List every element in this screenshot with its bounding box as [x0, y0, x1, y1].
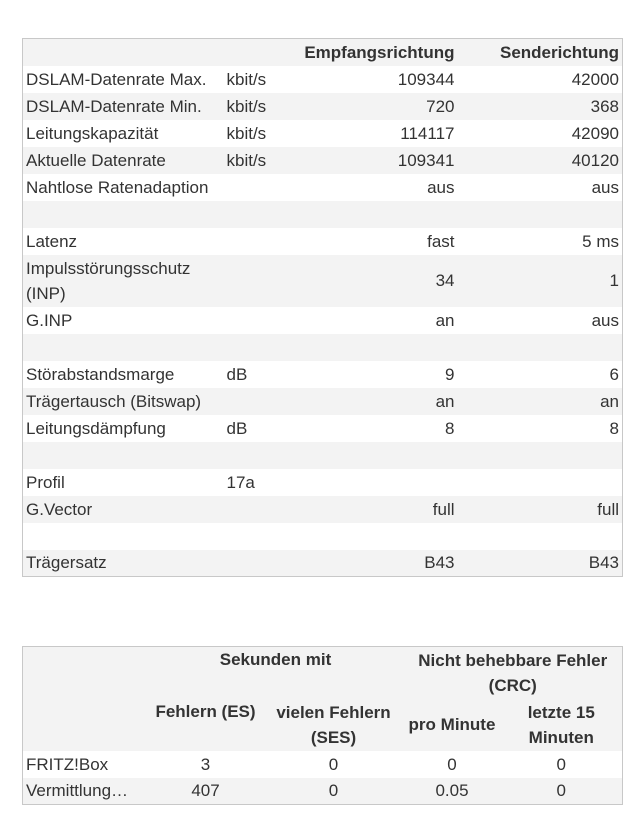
dsl-line-table — [22, 38, 623, 577]
row-per-minute: 0 — [447, 754, 457, 774]
row-label: Impulsstörungsschutz (INP) — [26, 258, 191, 303]
row-es: 3 — [200, 754, 211, 774]
row-unit — [224, 255, 299, 307]
table-row — [23, 361, 623, 388]
table-header-row — [23, 647, 623, 699]
table-header-row — [23, 39, 623, 66]
table-row — [23, 415, 623, 442]
row-upstream: B43 — [588, 553, 619, 573]
row-name: Vermittlung… — [26, 781, 129, 801]
row-upstream: 1 — [609, 271, 619, 290]
row-downstream: full — [432, 499, 455, 519]
row-downstream: fast — [427, 231, 455, 251]
table-row — [23, 66, 623, 93]
row-upstream: 40120 — [571, 150, 619, 170]
header-downstream: Empfangsrichtung — [304, 42, 455, 62]
table-row — [23, 469, 623, 496]
row-label: DSLAM-Datenrate Max. — [26, 69, 207, 89]
header-es: Fehlern (ES) — [155, 701, 256, 721]
row-label: Latenz — [26, 231, 78, 251]
row-last-15: 0 — [556, 781, 566, 801]
header-last-15-minutes: letzte 15 Minuten — [527, 702, 595, 747]
table-row — [23, 751, 623, 778]
row-es: 407 — [191, 781, 220, 801]
spacer-row — [23, 201, 623, 228]
header-crc-errors: Nicht behebbare Fehler (CRC) — [418, 650, 608, 695]
row-upstream: aus — [591, 177, 619, 197]
row-unit: kbit/s — [226, 150, 267, 170]
table-row — [23, 93, 623, 120]
header-ses: vielen Fehlern (SES) — [276, 702, 391, 747]
row-upstream: 5 ms — [582, 231, 619, 251]
row-ses: 0 — [328, 754, 339, 774]
table-row — [23, 307, 623, 334]
error-counter-table — [22, 646, 623, 805]
row-downstream: 8 — [445, 418, 455, 438]
row-upstream: 42000 — [571, 69, 619, 89]
header-seconds-with: Sekunden mit — [219, 650, 332, 669]
row-label: Störabstandsmarge — [26, 364, 175, 384]
row-unit: dB — [226, 418, 248, 438]
row-downstream: an — [435, 310, 455, 330]
row-downstream: aus — [427, 177, 455, 197]
row-downstream — [299, 469, 458, 496]
row-label: Leitungskapazität — [26, 123, 159, 143]
row-upstream — [458, 469, 623, 496]
row-upstream: an — [600, 391, 619, 411]
row-downstream: 109341 — [397, 150, 455, 170]
row-unit — [224, 550, 299, 577]
row-downstream: 114117 — [400, 123, 455, 143]
row-last-15: 0 — [556, 754, 566, 774]
row-downstream: 720 — [426, 96, 455, 116]
row-downstream: 34 — [435, 271, 455, 290]
row-upstream: full — [597, 499, 619, 519]
row-unit: kbit/s — [226, 123, 267, 143]
row-label: Aktuelle Datenrate — [26, 150, 166, 170]
row-per-minute: 0.05 — [435, 781, 469, 801]
row-upstream: 368 — [590, 96, 619, 116]
row-label: Trägersatz — [26, 553, 107, 573]
table-row — [23, 388, 623, 415]
row-label: Nahtlose Ratenadaption — [26, 177, 209, 197]
header-per-minute: pro Minute — [408, 715, 496, 734]
row-label: Profil — [26, 472, 65, 492]
row-unit — [224, 228, 299, 255]
row-unit — [224, 307, 299, 334]
row-upstream: 8 — [609, 418, 619, 438]
row-unit — [224, 496, 299, 523]
row-label: G.Vector — [26, 499, 93, 519]
spacer-row — [23, 523, 623, 550]
table-row — [23, 228, 623, 255]
table-row — [23, 550, 623, 577]
row-label: Trägertausch (Bitswap) — [26, 391, 202, 411]
row-downstream: an — [435, 391, 455, 411]
spacer-row — [23, 442, 623, 469]
row-downstream: 9 — [445, 364, 455, 384]
row-downstream: 109344 — [397, 69, 455, 89]
row-label: DSLAM-Datenrate Min. — [26, 96, 202, 116]
table-row — [23, 255, 623, 307]
row-upstream: 6 — [609, 364, 619, 384]
row-ses: 0 — [328, 781, 339, 801]
table-row — [23, 120, 623, 147]
header-upstream: Senderichtung — [499, 42, 619, 62]
spacer-row — [23, 334, 623, 361]
row-downstream: B43 — [424, 553, 455, 573]
row-unit: 17a — [226, 472, 255, 492]
table-row — [23, 174, 623, 201]
table-row — [23, 496, 623, 523]
row-unit: kbit/s — [226, 69, 267, 89]
row-label: G.INP — [26, 310, 73, 330]
table-subheader-row — [23, 699, 623, 751]
row-unit: kbit/s — [226, 96, 267, 116]
row-unit: dB — [226, 364, 248, 384]
row-upstream: 42090 — [571, 123, 619, 143]
table-row — [23, 778, 623, 805]
row-upstream: aus — [591, 310, 619, 330]
row-name: FRITZ!Box — [26, 754, 109, 774]
table-row — [23, 147, 623, 174]
row-label: Leitungsdämpfung — [26, 418, 166, 438]
